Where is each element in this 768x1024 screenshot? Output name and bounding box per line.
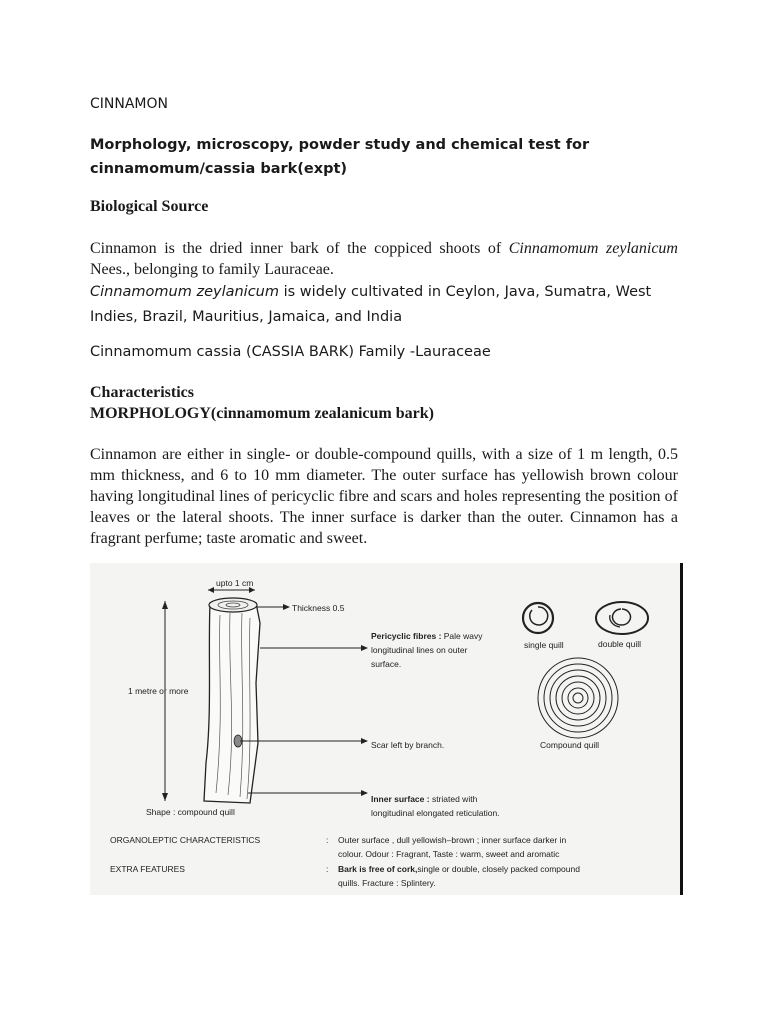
label-shape: Shape : compound quill [146, 807, 235, 817]
label-extra-features: EXTRA FEATURES [110, 864, 185, 874]
label-upto: upto 1 cm [216, 578, 254, 588]
section-heading-biological-source: Biological Source [90, 198, 209, 215]
label-thickness: Thickness 0.5 [292, 603, 345, 613]
label-single-quill: single quill [524, 640, 564, 650]
organoleptic-line2: colour. Odour : Fragrant, Taste : warm, sweet and aromatic [338, 849, 560, 859]
arrowhead [208, 587, 214, 593]
label-scar: Scar left by branch. [371, 740, 445, 750]
paragraph-morphology: Cinnamon are either in single- or double-compound quills, with a size of 1 m length, 0.5 mm thickness, and 6 to 10 mm diameter. The outer surface has yellowish brown colour having longitudinal lines of pericyclic fibre and scars and holes representing the position of leaves or the lateral shoots. The inner surface is darker than the outer. Cinnamon has a fragrant perfume; taste aromatic and sweet. [90, 446, 678, 547]
colon-1: : [326, 835, 329, 845]
cinnamon-diagram [90, 563, 680, 895]
double-quill-drawing [596, 602, 648, 634]
label-pericyclic-line3: surface. [371, 659, 402, 669]
colon-2: : [326, 864, 329, 874]
label-inner-surface: Inner surface : striated with [371, 794, 478, 804]
morphology-heading: MORPHOLOGY(cinnamomum zealanicum bark) [90, 405, 434, 422]
paragraph-cassia: Cinnamomum cassia (CASSIA BARK) Family -Lauraceae [90, 344, 491, 360]
characteristics-heading: Characteristics [90, 384, 194, 401]
extra-line1: Bark is free of cork,single or double, closely packed compound [338, 864, 580, 874]
label-inner-surface-line2: longitudinal elongated reticulation. [371, 808, 500, 818]
compound-quill-drawing [538, 658, 618, 738]
label-pericyclic-line2: longitudinal lines on outer [371, 645, 468, 655]
label-compound-quill: Compound quill [540, 740, 600, 750]
paragraph-cultivation: Cinnamomum zeylanicum is widely cultivated in Ceylon, Java, Sumatra, West Indies, Brazil, Mauritius, Jamaica, and India [90, 284, 652, 325]
label-pericyclic: Pericyclic fibres : Pale wavy [371, 631, 483, 641]
section-heading-characteristics [90, 382, 434, 424]
arrowhead [162, 601, 168, 609]
single-quill-drawing [523, 603, 553, 633]
extra-line2: quills. Fracture : Splintery. [338, 878, 436, 888]
label-organoleptic: ORGANOLEPTIC CHARACTERISTICS [110, 835, 261, 845]
arrowhead [162, 793, 168, 801]
paragraph-biological-source: Cinnamon is the dried inner bark of the coppiced shoots of Cinnamomum zeylanicum Nees., belonging to family Lauraceae. [90, 240, 678, 278]
page-subtitle: Morphology, microscopy, powder study and chemical test for cinnamomum/cassia bark(expt) [90, 137, 590, 177]
label-double-quill: double quill [598, 639, 642, 649]
organoleptic-line1: Outer surface , dull yellowish–brown ; inner surface darker in [338, 835, 567, 845]
bark-quill-drawing [204, 598, 260, 803]
page-title: CINNAMON [90, 96, 168, 112]
cinnamon-figure [90, 563, 683, 895]
label-length: 1 metre or more [128, 686, 189, 696]
